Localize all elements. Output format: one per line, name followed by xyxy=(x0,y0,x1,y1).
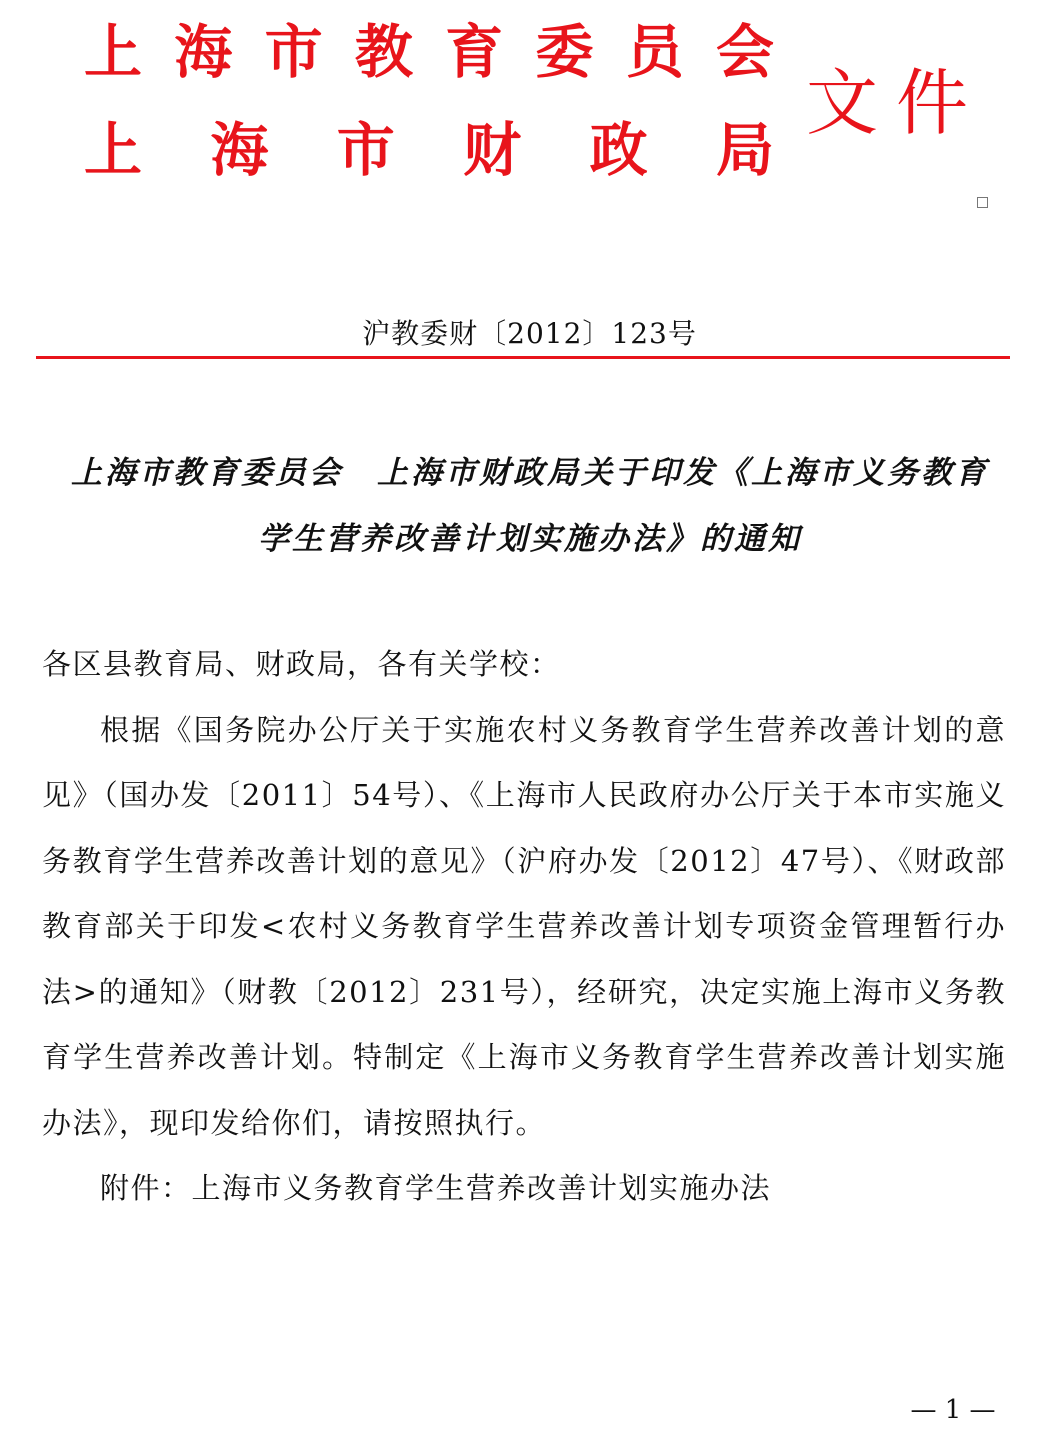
issuer-line-2 xyxy=(84,114,774,186)
document-title: 上海市教育委员会 上海市财政局关于印发《上海市义务教育学生营养改善计划实施办法》的通知 xyxy=(71,455,989,557)
issuer-char: 育 xyxy=(445,18,504,86)
issuer-char: 海 xyxy=(174,18,233,86)
main-paragraph: 根据《国务院办公厅关于实施农村义务教育学生营养改善计划的意见》（国办发〔2011〕54号）、《上海市人民政府办公厅关于本市实施义务教育学生营养改善计划的意见》（沪府办发〔2012〕47号）、《财政部 教育部关于印发<农村义务教育学生营养改善计划专项资金管理暂行办法>的通知》（财教〔2012〕231号），经研究，决定实施上海市义务教育学生营养改善计划。特制定《上海市义务教育学生营养改善计划实施办法》，现印发给你们，请按照执行。 xyxy=(42,712,1006,1140)
issuer-char: 财 xyxy=(463,116,522,184)
issuer-char: 员 xyxy=(625,18,684,86)
document-body xyxy=(42,632,1006,1222)
issuer-char: 上 xyxy=(84,116,143,184)
issuer-char: 委 xyxy=(535,18,594,86)
red-divider xyxy=(36,356,1010,359)
issuer-line-1 xyxy=(84,16,774,88)
issuer-char: 会 xyxy=(715,18,774,86)
attachment-line: 附件：上海市义务教育学生营养改善计划实施办法 xyxy=(100,1171,772,1205)
issuer-char: 上 xyxy=(84,18,143,86)
file-word: 文件 xyxy=(806,61,987,145)
issuer-char: 市 xyxy=(264,18,323,86)
issuer-char: 海 xyxy=(210,116,269,184)
issuer-char: 局 xyxy=(715,116,774,184)
document-number: 沪教委财〔2012〕123号 xyxy=(362,317,697,350)
salutation: 各区县教育局、财政局，各有关学校： xyxy=(42,647,561,681)
issuer-char: 教 xyxy=(354,18,413,86)
issuer-char: 市 xyxy=(336,116,395,184)
checkbox-mark-icon xyxy=(977,197,988,208)
page-number: — 1 — xyxy=(910,1395,996,1425)
issuer-char: 政 xyxy=(589,116,648,184)
